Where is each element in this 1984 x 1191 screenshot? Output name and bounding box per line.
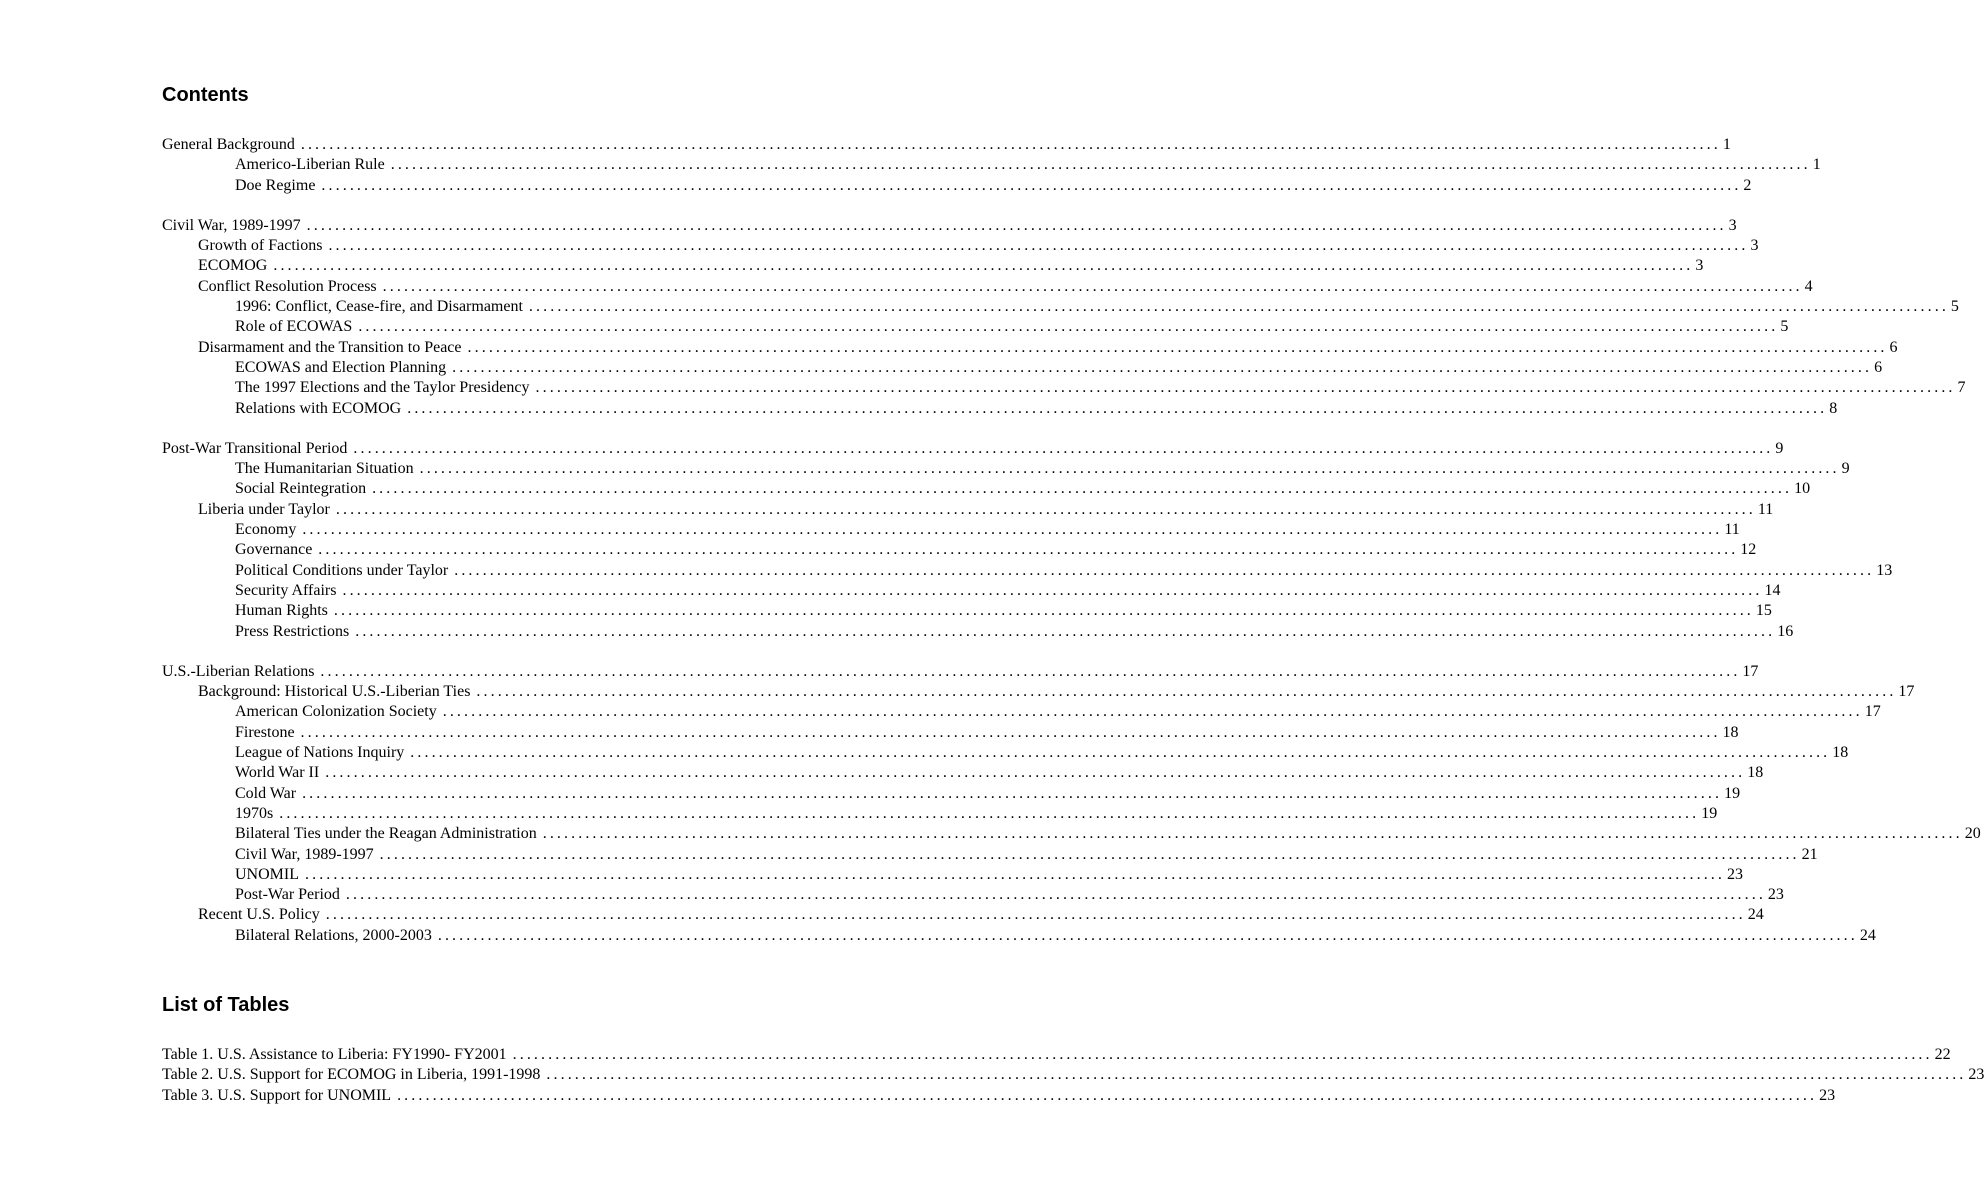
toc-entry[interactable] xyxy=(162,784,1741,804)
toc-entry-page-number[interactable]: 11 xyxy=(1757,500,1774,518)
toc-entry-title[interactable]: UNOMIL xyxy=(235,865,299,883)
toc-entry[interactable] xyxy=(162,358,1883,378)
dot-leader: ........................................................................................................................................................................................................ xyxy=(325,906,1746,924)
toc-entry-title[interactable]: Recent U.S. Policy xyxy=(198,906,320,924)
toc-entry[interactable] xyxy=(162,155,1821,175)
toc-entry-title[interactable]: Role of ECOWAS xyxy=(235,318,353,336)
toc-entry-title[interactable]: Economy xyxy=(235,521,297,539)
toc-entry[interactable] xyxy=(162,338,1898,358)
toc-entry[interactable] xyxy=(162,1065,1984,1085)
toc-entry-page-number[interactable]: 13 xyxy=(1876,561,1893,579)
toc-entry-page-number[interactable]: 23 xyxy=(1968,1066,1984,1084)
toc-entry[interactable] xyxy=(162,601,1772,621)
toc-entry-page-number[interactable]: 24 xyxy=(1859,926,1876,944)
dot-leader: ........................................................................................................................................................................................................ xyxy=(452,358,1873,376)
toc-entry[interactable] xyxy=(162,824,1981,844)
dot-leader: ........................................................................................................................................................................................................ xyxy=(437,926,1858,944)
toc-entry[interactable] xyxy=(162,399,1838,419)
dot-leader: ........................................................................................................................................................................................................ xyxy=(397,1086,1818,1104)
toc-entry-page-number[interactable]: 21 xyxy=(1801,845,1818,863)
dot-leader: ........................................................................................................................................................................................................ xyxy=(328,237,1749,255)
toc-entry[interactable] xyxy=(162,540,1757,560)
toc-entry-page-number[interactable]: 17 xyxy=(1742,662,1759,680)
dot-leader: ........................................................................................................................................................................................................ xyxy=(300,723,1721,741)
dot-leader: ........................................................................................................................................................................................................ xyxy=(528,298,1949,316)
toc-entry-page-number[interactable]: 3 xyxy=(1728,216,1737,234)
toc-entry[interactable] xyxy=(162,885,1784,905)
toc-entry-page-number[interactable]: 23 xyxy=(1727,865,1743,883)
dot-leader: ........................................................................................................................................................................................................ xyxy=(345,886,1766,904)
toc-entry[interactable] xyxy=(162,479,1811,499)
toc-entry[interactable] xyxy=(162,1086,1836,1106)
dot-leader: ........................................................................................................................................................................................................ xyxy=(279,804,1700,822)
toc-entry-page-number[interactable]: 10 xyxy=(1794,480,1811,498)
toc-entry[interactable] xyxy=(162,500,1774,520)
toc-entry[interactable] xyxy=(162,743,1849,763)
toc-entry-title[interactable]: Americo-Liberian Rule xyxy=(235,156,385,174)
toc-entry[interactable] xyxy=(162,378,1966,398)
dot-leader: ........................................................................................................................................................................................................ xyxy=(335,500,1756,518)
list-of-tables-list xyxy=(162,1045,1984,1106)
dot-leader: ........................................................................................................................................................................................................ xyxy=(410,744,1831,762)
toc-entry-page-number[interactable]: 1 xyxy=(1812,156,1821,174)
contents-list xyxy=(162,135,1981,946)
toc-entry[interactable] xyxy=(162,256,1704,276)
toc-entry-page-number[interactable]: 17 xyxy=(1864,703,1881,721)
toc-entry-page-number[interactable]: 1 xyxy=(1722,136,1731,153)
toc-entry-page-number[interactable]: 14 xyxy=(1764,581,1781,599)
toc-entry-title[interactable]: Table 3. U.S. Support for UNOMIL xyxy=(162,1086,392,1104)
dot-leader: ........................................................................................................................................................................................................ xyxy=(342,581,1763,599)
toc-entry-page-number[interactable]: 16 xyxy=(1777,622,1794,640)
toc-entry-page-number[interactable]: 11 xyxy=(1724,521,1740,539)
dot-leader: ........................................................................................................................................................................................................ xyxy=(419,460,1840,478)
dot-leader: ........................................................................................................................................................................................................ xyxy=(358,318,1779,336)
dot-leader: ........................................................................................................................................................................................................ xyxy=(390,156,1811,174)
toc-entry-page-number[interactable]: 4 xyxy=(1804,277,1813,295)
toc-entry-title[interactable]: ECOWAS and Election Planning xyxy=(235,358,447,376)
toc-entry-page-number[interactable]: 23 xyxy=(1819,1086,1836,1104)
dot-leader: ........................................................................................................................................................................................................ xyxy=(407,399,1828,417)
toc-entry-page-number[interactable]: 5 xyxy=(1780,318,1789,336)
toc-entry-title[interactable]: Firestone xyxy=(235,723,295,741)
toc-entry[interactable] xyxy=(162,561,1893,581)
toc-entry-title[interactable]: Civil War, 1989-1997 xyxy=(162,216,301,234)
toc-entry[interactable] xyxy=(162,520,1740,540)
toc-entry-title[interactable]: Doe Regime xyxy=(235,176,316,194)
toc-entry[interactable] xyxy=(162,804,1718,824)
dot-leader: ........................................................................................................................................................................................................ xyxy=(302,521,1723,539)
toc-entry-title[interactable]: Political Conditions under Taylor xyxy=(235,561,449,579)
dot-leader: ........................................................................................................................................................................................................ xyxy=(467,338,1888,356)
toc-entry[interactable] xyxy=(162,723,1739,743)
toc-entry-title[interactable]: Table 1. U.S. Assistance to Liberia: FY1990- FY2001 xyxy=(162,1045,507,1063)
dot-leader: ........................................................................................................................................................................................................ xyxy=(542,825,1963,843)
document-page xyxy=(162,82,1984,1106)
toc-entry-page-number[interactable]: 19 xyxy=(1701,804,1718,822)
toc-entry-title[interactable]: ECOMOG xyxy=(198,257,268,275)
toc-entry-title[interactable]: League of Nations Inquiry xyxy=(235,744,405,762)
toc-entry-page-number[interactable]: 2 xyxy=(1743,176,1752,194)
toc-entry[interactable] xyxy=(162,216,1737,236)
toc-entry-page-number[interactable]: 5 xyxy=(1950,298,1959,316)
dot-leader: ........................................................................................................................................................................................................ xyxy=(302,784,1723,802)
toc-entry-page-number[interactable]: 3 xyxy=(1750,237,1759,255)
dot-leader: ........................................................................................................................................................................................................ xyxy=(318,541,1739,559)
toc-entry-page-number[interactable]: 22 xyxy=(1934,1045,1951,1063)
toc-entry-title[interactable]: Background: Historical U.S.-Liberian Ties xyxy=(198,683,471,701)
toc-entry-title[interactable]: Table 2. U.S. Support for ECOMOG in Liberia, 1991-1998 xyxy=(162,1066,541,1084)
dot-leader: ........................................................................................................................................................................................................ xyxy=(379,845,1800,863)
toc-entry-title[interactable]: Post-War Period xyxy=(235,886,340,904)
dot-leader: ........................................................................................................................................................................................................ xyxy=(306,216,1727,234)
toc-entry-page-number[interactable]: 6 xyxy=(1874,358,1883,376)
dot-leader: ........................................................................................................................................................................................................ xyxy=(321,176,1742,194)
toc-entry-page-number[interactable]: 18 xyxy=(1747,764,1764,782)
toc-entry-title[interactable]: Growth of Factions xyxy=(198,237,323,255)
toc-entry-title[interactable]: Bilateral Relations, 2000-2003 xyxy=(235,926,432,944)
toc-entry-title[interactable]: U.S.-Liberian Relations xyxy=(162,662,315,680)
toc-entry-page-number[interactable]: 7 xyxy=(1957,379,1966,397)
toc-entry[interactable] xyxy=(162,905,1764,925)
dot-leader: ........................................................................................................................................................................................................ xyxy=(372,480,1793,498)
toc-entry-page-number[interactable]: 6 xyxy=(1889,338,1898,356)
dot-leader: ........................................................................................................................................................................................................ xyxy=(273,257,1694,275)
toc-entry[interactable] xyxy=(162,581,1781,601)
toc-entry[interactable] xyxy=(162,317,1789,337)
toc-entry[interactable] xyxy=(162,135,1731,155)
dot-leader: ........................................................................................................................................................................................................ xyxy=(305,865,1725,883)
toc-entry-title[interactable]: Security Affairs xyxy=(235,581,337,599)
dot-leader: ........................................................................................................................................................................................................ xyxy=(512,1045,1933,1063)
toc-entry-title[interactable]: Conflict Resolution Process xyxy=(198,277,377,295)
toc-entry[interactable] xyxy=(162,459,1850,479)
toc-entry-title[interactable]: Disarmament and the Transition to Peace xyxy=(198,338,462,356)
toc-entry-title[interactable]: The 1997 Elections and the Taylor Presidency xyxy=(235,379,530,397)
toc-entry-page-number[interactable]: 3 xyxy=(1695,257,1704,275)
toc-entry[interactable] xyxy=(162,702,1881,722)
toc-entry-page-number[interactable]: 12 xyxy=(1740,541,1757,559)
toc-entry-title[interactable]: 1970s xyxy=(235,804,274,822)
toc-entry-page-number[interactable]: 18 xyxy=(1832,744,1849,762)
dot-leader: ........................................................................................................................................................................................................ xyxy=(320,662,1741,680)
dot-leader: ........................................................................................................................................................................................................ xyxy=(333,602,1754,620)
dot-leader: ........................................................................................................................................................................................................ xyxy=(454,561,1875,579)
toc-entry[interactable] xyxy=(162,865,1743,885)
toc-entry[interactable] xyxy=(162,682,1915,702)
toc-entry-title[interactable]: Bilateral Ties under the Reagan Administration xyxy=(235,825,537,843)
toc-entry[interactable] xyxy=(162,277,1813,297)
toc-entry[interactable] xyxy=(162,176,1752,196)
toc-entry-page-number[interactable]: 18 xyxy=(1722,723,1739,741)
toc-entry[interactable] xyxy=(162,1045,1951,1065)
toc-entry-title[interactable]: Liberia under Taylor xyxy=(198,500,330,518)
toc-entry-page-number[interactable]: 9 xyxy=(1775,439,1784,457)
toc-entry-title[interactable]: World War II xyxy=(235,764,320,782)
contents-heading: Contents xyxy=(162,84,249,106)
toc-entry-title[interactable]: 1996: Conflict, Cease-fire, and Disarmament xyxy=(235,298,523,316)
toc-entry-title[interactable]: Cold War xyxy=(235,784,297,802)
dot-leader: ........................................................................................................................................................................................................ xyxy=(325,764,1746,782)
dot-leader: ........................................................................................................................................................................................................ xyxy=(355,622,1776,640)
toc-entry[interactable] xyxy=(162,662,1759,682)
toc-entry-page-number[interactable]: 20 xyxy=(1964,825,1981,843)
toc-entry-title[interactable]: Social Reintegration xyxy=(235,480,367,498)
toc-entry-title[interactable]: Civil War, 1989-1997 xyxy=(235,845,374,863)
toc-entry[interactable] xyxy=(162,297,1959,317)
toc-entry-page-number[interactable]: 24 xyxy=(1747,906,1764,924)
toc-entry-page-number[interactable]: 19 xyxy=(1724,784,1741,802)
dot-leader: ........................................................................................................................................................................................................ xyxy=(535,379,1956,397)
toc-entry-title[interactable]: General Background xyxy=(162,136,295,153)
dot-leader: ........................................................................................................................................................................................................ xyxy=(442,703,1863,721)
toc-entry-page-number[interactable]: 15 xyxy=(1755,602,1772,620)
toc-entry-page-number[interactable]: 17 xyxy=(1898,683,1915,701)
toc-entry[interactable] xyxy=(162,763,1764,783)
toc-entry-title[interactable]: Governance xyxy=(235,541,313,559)
dot-leader: ........................................................................................................................................................................................................ xyxy=(353,439,1774,457)
toc-entry[interactable] xyxy=(162,236,1759,256)
toc-entry[interactable] xyxy=(162,845,1818,865)
toc-entry[interactable] xyxy=(162,622,1794,642)
toc-entry[interactable] xyxy=(162,439,1784,459)
toc-entry-title[interactable]: American Colonization Society xyxy=(235,703,437,721)
dot-leader: ........................................................................................................................................................................................................ xyxy=(476,683,1897,701)
toc-entry-title[interactable]: Press Restrictions xyxy=(235,622,350,640)
toc-entry[interactable] xyxy=(162,926,1876,946)
toc-entry-title[interactable]: Relations with ECOMOG xyxy=(235,399,402,417)
dot-leader: ........................................................................................................................................................................................................ xyxy=(300,136,1721,153)
toc-entry-page-number[interactable]: 8 xyxy=(1829,399,1838,417)
list-of-tables-heading: List of Tables xyxy=(162,993,290,1016)
toc-entry-title[interactable]: Human Rights xyxy=(235,602,328,620)
toc-entry-page-number[interactable]: 23 xyxy=(1767,886,1784,904)
toc-entry-page-number[interactable]: 9 xyxy=(1841,460,1850,478)
toc-entry-title[interactable]: The Humanitarian Situation xyxy=(235,460,414,478)
toc-entry-title[interactable]: Post-War Transitional Period xyxy=(162,439,348,457)
dot-leader: ........................................................................................................................................................................................................ xyxy=(382,277,1803,295)
dot-leader: ........................................................................................................................................................................................................ xyxy=(546,1066,1967,1084)
